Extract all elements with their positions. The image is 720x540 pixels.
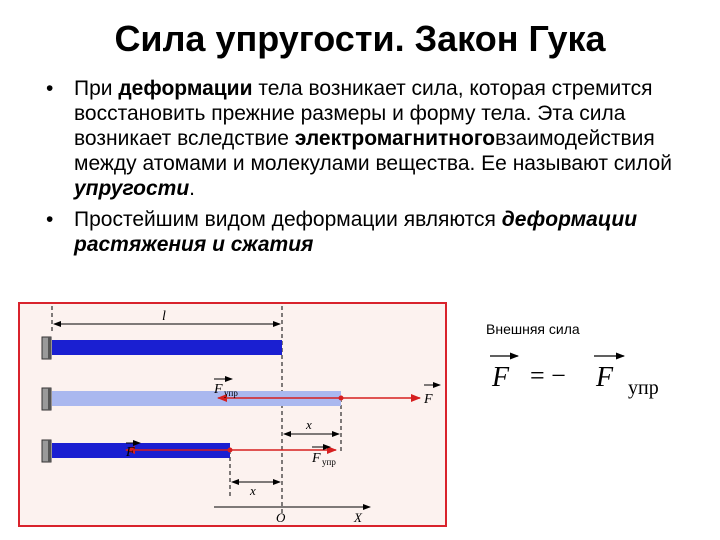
wall-mount-edge [48, 337, 51, 359]
bullet1-text-4: . [189, 177, 196, 200]
bullet-marker: • [46, 77, 54, 100]
force-application-point [339, 396, 344, 401]
slide-title: Сила упругости. Закон Гука [114, 18, 606, 59]
f-elastic-subscript: упр [224, 388, 238, 398]
formula-lhs: F [492, 362, 510, 393]
bullet-item [46, 207, 686, 257]
wall-mount-edge [48, 388, 51, 410]
f-elastic-symbol: F [312, 451, 321, 466]
hooke-formula [484, 340, 704, 410]
term-tension-compression: деформации растяжения и сжатия [74, 208, 638, 256]
bullet-marker: • [46, 208, 54, 231]
term-elasticity: упругости [74, 177, 190, 200]
origin-label: O [276, 510, 286, 525]
axis-x-label: X [354, 510, 362, 525]
force-application-point [228, 448, 233, 453]
compression-label: x [250, 483, 256, 498]
f-elastic-symbol: F [214, 382, 223, 397]
term-electromagnetic: электромагнитного [294, 127, 496, 150]
formula-subscript: упр [628, 377, 659, 399]
f-elastic-subscript: упр [322, 457, 336, 467]
bullet1-text-3: взаимодействия между атомами и молекулами вещества. Ее называют силой [74, 127, 672, 175]
wall-mount-edge [48, 440, 51, 462]
rod-undeformed [52, 340, 282, 355]
extension-label: x [306, 417, 312, 432]
bullet1-text-2: тела возникает сила, которая стремится восстановить прежние размеры и форму тела. Эта сила возникает вследствие [74, 77, 653, 150]
external-force-label: Внешняя сила [486, 321, 580, 337]
f-external-symbol: F [424, 392, 433, 407]
term-deformation: деформации [118, 77, 253, 100]
bullet-list [46, 76, 686, 263]
bullet1-text: При [74, 77, 119, 100]
formula-rhs: F [596, 362, 614, 393]
formula-operator: = − [530, 361, 566, 390]
f-external-symbol: F [126, 445, 135, 460]
diagram-frame [19, 303, 446, 526]
length-label: l [162, 309, 166, 324]
bullet2-text: Простейшим видом деформации являются [74, 208, 502, 231]
bullet-item [46, 76, 686, 201]
deformation-diagram [18, 302, 448, 528]
